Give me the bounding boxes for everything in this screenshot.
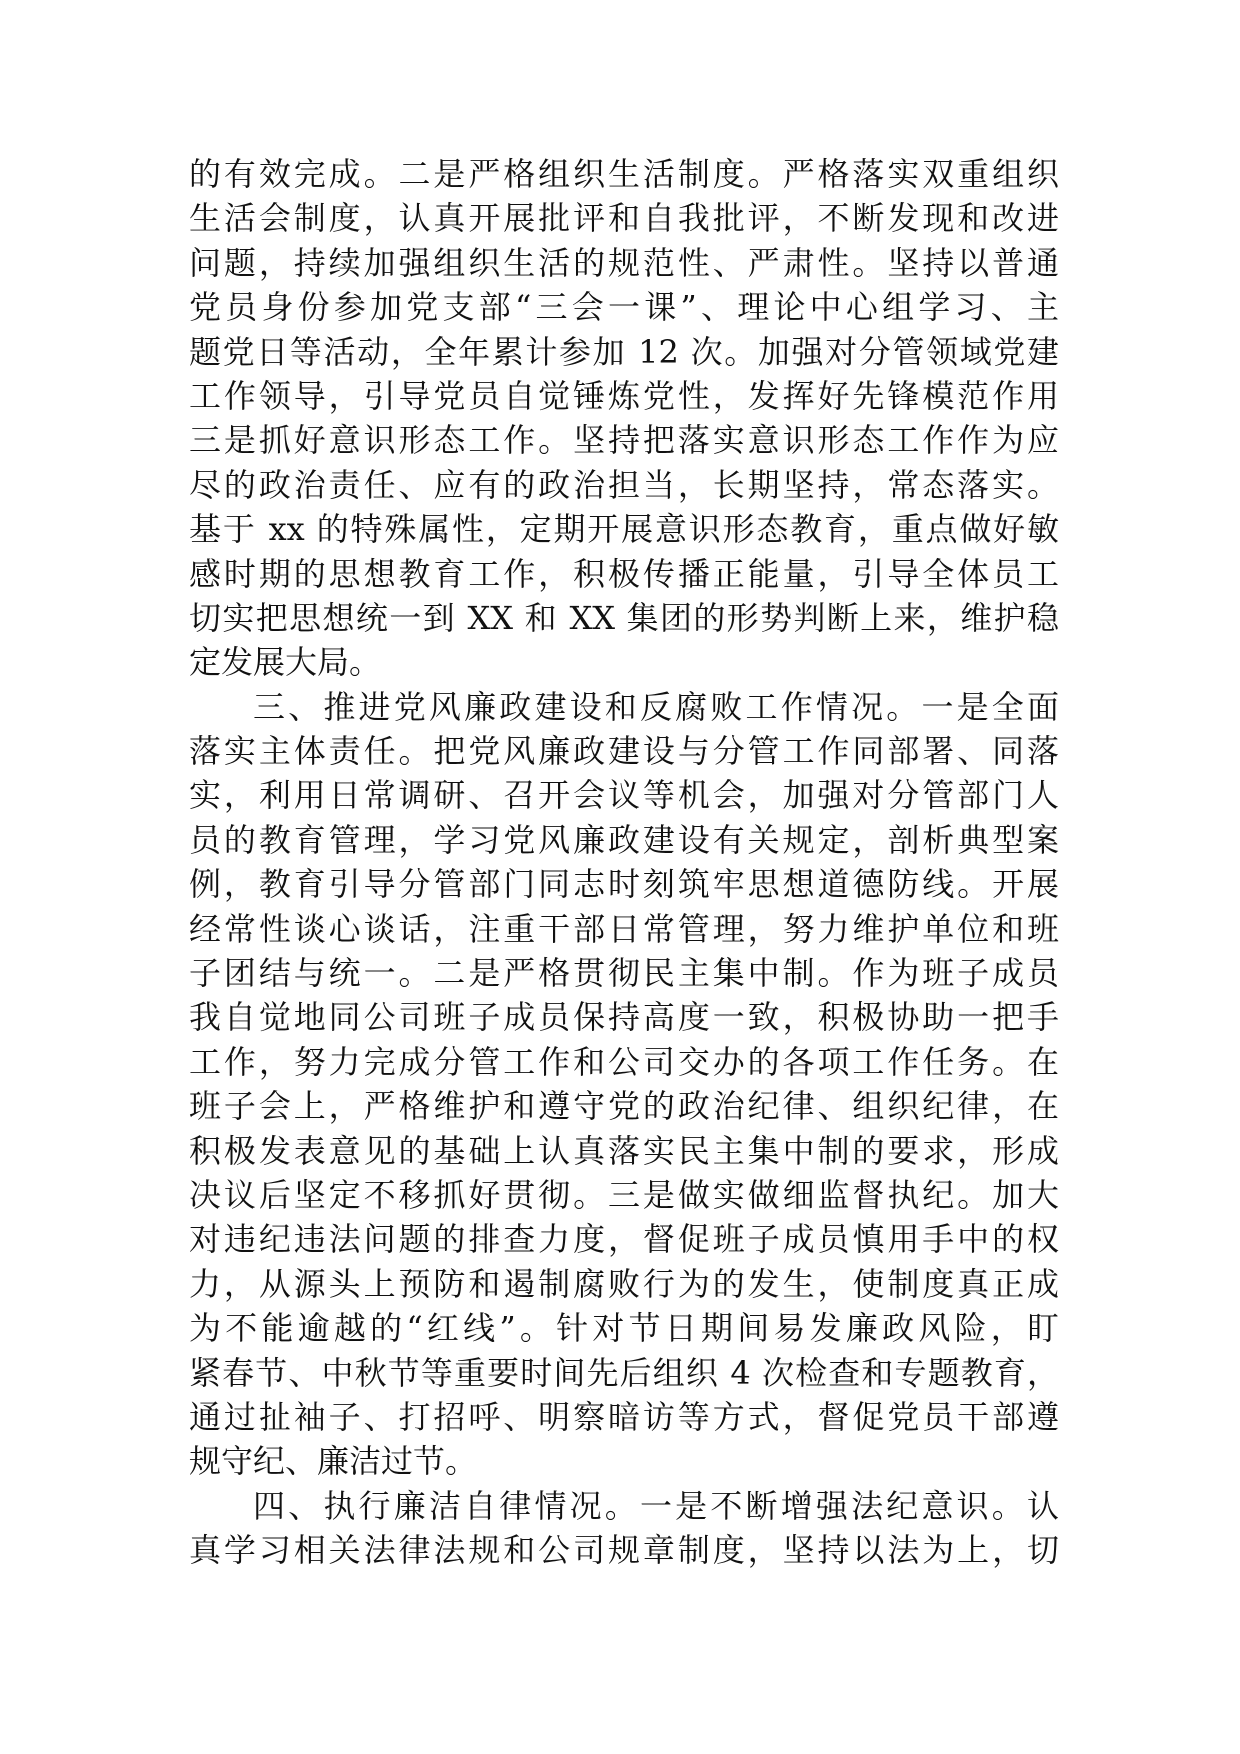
paragraph-heading-line: 四、执行廉洁自律情况。一是不断增强法纪意识。认 [253,1486,1059,1525]
text-line: 基于 xx 的特殊属性，定期开展意识形态教育，重点做好敏 [189,510,1059,549]
text-line: 感时期的思想教育工作，积极传播正能量，引导全体员工 [189,554,1059,593]
text-line: 积极发表意见的基础上认真落实民主集中制的要求，形成 [189,1131,1059,1170]
text-line: 的有效完成。二是严格组织生活制度。严格落实双重组织 [189,155,1059,193]
text-line: 问题，持续加强组织生活的规范性、严肃性。坚持以普通 [189,243,1059,282]
text-line: 员的教育管理，学习党风廉政建设有关规定，剖析典型案 [189,820,1059,859]
text-line: 题党日等活动，全年累计参加 12 次。加强对分管领域党建 [189,332,1059,371]
text-line: 为不能逾越的“红线”。针对节日期间易发廉政风险，盯 [189,1309,1059,1348]
text-line: 子团结与统一。二是严格贯彻民主集中制。作为班子成员 [189,954,1059,993]
text-line: 落实主体责任。把党风廉政建设与分管工作同部署、同落 [189,732,1059,771]
text-line: 力，从源头上预防和遏制腐败行为的发生，使制度真正成 [189,1264,1059,1303]
text-line: 对违纪违法问题的排查力度，督促班子成员慎用手中的权 [189,1220,1059,1259]
document-body [189,152,1059,1573]
text-line: 通过扯袖子、打招呼、明察暗访等方式，督促党员干部遵 [189,1397,1059,1436]
text-line: 决议后坚定不移抓好贯彻。三是做实做细监督执纪。加大 [189,1175,1059,1214]
text-line: 我自觉地同公司班子成员保持高度一致，积极协助一把手 [189,998,1059,1037]
text-line: 班子会上，严格维护和遵守党的政治纪律、组织纪律，在 [189,1087,1059,1126]
text-line: 紧春节、中秋节等重要时间先后组织 4 次检查和专题教育， [189,1353,1059,1392]
text-line: 三是抓好意识形态工作。坚持把落实意识形态工作作为应 [189,421,1059,460]
text-line: 经常性谈心谈话，注重干部日常管理，努力维护单位和班 [189,909,1059,948]
text-line: 真学习相关法律法规和公司规章制度，坚持以法为上，切 [189,1531,1059,1570]
text-line: 尽的政治责任、应有的政治担当，长期坚持，常态落实。 [189,465,1059,504]
text-line: 规守纪、廉洁过节。 [189,1442,478,1481]
text-line: 党员身份参加党支部“三会一课”、理论中心组学习、主 [189,288,1059,327]
text-line: 定发展大局。 [189,643,382,682]
text-line: 例，教育引导分管部门同志时刻筑牢思想道德防线。开展 [189,865,1059,904]
text-line: 工作领导，引导党员自觉锤炼党性，发挥好先锋模范作用 [189,376,1059,415]
text-line: 切实把思想统一到 XX 和 XX 集团的形势判断上来，维护稳 [189,598,1059,637]
text-line: 实，利用日常调研、召开会议等机会，加强对分管部门人 [189,776,1059,815]
text-line: 工作，努力完成分管工作和公司交办的各项工作任务。在 [189,1042,1059,1081]
text-line: 生活会制度，认真开展批评和自我批评，不断发现和改进 [189,199,1059,238]
paragraph-heading-line: 三、推进党风廉政建设和反腐败工作情况。一是全面 [253,687,1059,726]
